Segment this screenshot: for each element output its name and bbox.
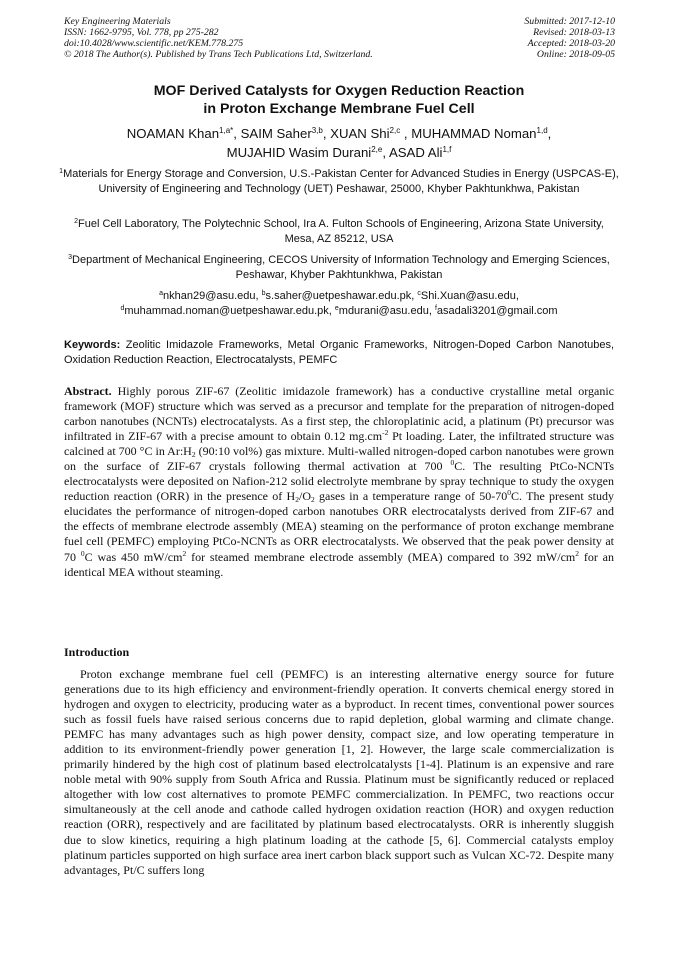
email-sup: b (261, 290, 266, 297)
author-separator: , (382, 145, 389, 160)
abstract-superscript: -2 (382, 428, 389, 438)
affiliation-text: Fuel Cell Laboratory, The Polytechnic School, Ira A. Fulton Schools of Engineering, Arizona State University, Mesa, AZ 85212, USA (78, 218, 604, 245)
email-link[interactable]: s.saher@uetpeshawar.edu.pk (265, 290, 412, 302)
journal-issn: ISSN: 1662-9795, Vol. 778, pp 275-282 (64, 27, 219, 38)
accepted-date: Accepted: 2018-03-20 (527, 38, 615, 49)
affiliation-number: 2 (74, 218, 79, 225)
journal-copyright: © 2018 The Author(s). Published by Trans Tech Publications Ltd, Switzerland. (64, 49, 373, 60)
email-sup: a (159, 290, 163, 297)
affiliation-text: Department of Mechanical Engineering, CECOS University of Information Technology and Emerging Sciences, Peshawar, Khyber Pakhtunkhwa, Pakistan (72, 254, 610, 281)
abstract-text: C was 450 mW/cm (84, 549, 183, 564)
abstract-section (64, 384, 614, 580)
author-separator: , (233, 126, 241, 141)
abstract-text: gases in a temperature range of 50-70 (314, 489, 508, 504)
title-line-2: in Proton Exchange Membrane Fuel Cell (203, 101, 475, 117)
affiliation-1 (58, 167, 620, 196)
author-line-2 (40, 143, 638, 162)
abstract-subscript: 2 (295, 495, 299, 505)
author-name: NOAMAN Khan (126, 126, 220, 141)
abstract-text: for steamed membrane electrode assembly (MEA) compared to 392 mW/cm (186, 549, 576, 564)
affiliation-2 (58, 217, 620, 246)
abstract-superscript: 0 (507, 488, 512, 498)
abstract-text: /O (298, 489, 311, 504)
title-line-1: MOF Derived Catalysts for Oxygen Reduction Reaction (153, 83, 525, 99)
journal-name: Key Engineering Materials (64, 16, 171, 27)
email-link[interactable]: mdurani@asu.edu (338, 304, 429, 317)
abstract-subscript: 2 (191, 450, 196, 460)
affiliation-text: Materials for Energy Storage and Conversion, U.S.-Pakistan Center for Advanced Studies in Energy (USPCAS-E), University of Engineering and Technology (UET) Peshawar, 25000, Khyber Pakhtunkhwa, Pakistan (63, 168, 619, 195)
abstract-superscript: 2 (182, 548, 187, 558)
author-emails (58, 289, 620, 318)
author-affil-sup: 1,a* (219, 126, 234, 135)
author-affil-sup: 1,f (442, 145, 452, 154)
abstract-text: Highly porous ZIF-67 (Zeolitic imidazole framework) has a conductive crystalline metal organic framework (MOF) structure which was served as a precursor and template for the preparation of nitrogen-doped carbon nanotubes (NCNTs) electrocatalysts. As a first step, the chloroplatinic acid, a platinum (Pt) precursor was infiltrated in ZIF-67 with a precise amount to obtain 0.12 mg.cm (64, 384, 615, 444)
abstract-subscript: 2 (310, 495, 315, 505)
email-link[interactable]: muhammad.noman@uetpeshawar.edu.pk (124, 304, 329, 317)
author-name: MUHAMMAD Noman (411, 126, 537, 141)
email-link[interactable]: nkhan29@asu.edu (162, 290, 256, 302)
author-affil-sup: 2,e (371, 145, 383, 154)
introduction-heading: Introduction (64, 645, 130, 659)
submitted-date: Submitted: 2017-12-10 (524, 16, 615, 27)
author-affil-sup: 2,c (389, 126, 401, 135)
abstract-superscript: 0 (80, 548, 85, 558)
keywords-text: Zeolitic Imidazole Frameworks, Metal Organic Frameworks, Nitrogen-Doped Carbon Nanotubes, Oxidation Reduction Reaction, Electrocatalysts, PEMFC (64, 339, 614, 366)
author-line-1 (40, 124, 638, 143)
abstract-superscript: 0 (450, 458, 455, 468)
introduction-paragraph: Proton exchange membrane fuel cell (PEMFC) is an interesting alternative energy source for future generations due to its high efficiency and environment-friendly operation. It converts chemical energy stored in hydrogen and oxygen to electricity, producing water as a byproduct. In recent times, conventional power sources such as fossil fuels have raised serious concerns due to rapid depletion, global warming and climate change. PEMFC has many advantages such as high power density, compact size, and low operating temperature in addition to its environment-friendly power generation [1, 2]. However, the large scale commercialization is primarily hindered by the high cost of platinum based electrolcatalysts [1-4]. Platinum is an expensive and rare noble metal with 90% supply from South Africa and Russia. Platinum must be significantly reduced or replaced altogether with low cost alternatives to promote PEMFC commercialization. In PEMFC, two reactions occur simultaneously at the cell anode and cathode called hydrogen oxidation reaction (HOR) and oxygen reduction reaction (ORR), respectively and are facilitated by platinum based electrocatalysts. ORR is inherently sluggish due to slow kinetics, requiring a high platinum loading at the cathode [5, 6]. Commercial catalysts employ platinum particles supported on high surface area inert carbon black support such as Vulcan XC-72. Despite many advantages, Pt/C suffers long (64, 667, 614, 877)
email-sup: f (434, 304, 437, 312)
email-sup: e (334, 304, 339, 312)
journal-header (64, 16, 373, 60)
email-link[interactable]: Shi.Xuan@asu.edu (420, 290, 516, 302)
online-date: Online: 2018-09-05 (536, 49, 615, 60)
journal-doi[interactable]: doi:10.4028/www.scientific.net/KEM.778.275 (64, 38, 244, 49)
author-name: XUAN Shi (330, 126, 390, 141)
paper-title (40, 82, 638, 118)
author-list (40, 124, 638, 162)
author-separator: , (322, 126, 331, 141)
author-name: ASAD Ali (388, 145, 443, 160)
author-name: MUJAHID Wasim Durani (226, 145, 372, 160)
affiliation-number: 1 (59, 168, 64, 175)
affiliation-number: 3 (68, 254, 73, 261)
submission-dates (524, 16, 615, 60)
author-separator: , (400, 126, 412, 141)
email-sup: c (417, 290, 421, 297)
author-separator: , (547, 126, 552, 141)
abstract-label: Abstract. (64, 384, 112, 398)
abstract-text: C. The resulting PtCo-NCNTs electrocatalysts were deposited on Nafion-212 solid electrolyte membrane by spray technique to study the oxygen reduction reaction (ORR) in the presence of H (64, 459, 614, 504)
affiliation-3 (58, 253, 620, 282)
revised-date: Revised: 2018-03-13 (533, 27, 615, 38)
author-affil-sup: 1,d (536, 126, 548, 135)
abstract-text: (90:10 vol%) gas mixture. Multi-walled nitrogen-doped carbon nanotubes were grown on the surface of ZIF-67 crystals following thermal activation at 700 (64, 444, 614, 474)
keywords-label: Keywords: (64, 339, 121, 351)
abstract-text: Pt loading. Later, the infiltrated structure was calcined at 700 °C in Ar:H (64, 429, 615, 459)
author-name: SAIM Saher (240, 126, 312, 141)
email-line-2: $^d$muhammad.noman@uetpeshawar.edu.pk, $^e$mdurani@asu.edu, $^f$asadali3201@gmail.com (120, 304, 558, 317)
abstract-superscript: 2 (575, 548, 579, 558)
email-line-1: $^a$nkhan29@asu.edu, $^b$s.saher@uetpeshawar.edu.pk, $^c$Shi.Xuan@asu.edu, (159, 290, 519, 302)
abstract-text: for an identical MEA without steaming. (64, 549, 615, 579)
keywords-section (64, 338, 614, 367)
email-link[interactable]: asadali3201@gmail.com (436, 304, 558, 317)
email-sup: d (120, 304, 125, 312)
author-affil-sup: 3,b (311, 126, 323, 135)
abstract-text: C. The present study elucidates the performance of nitrogen-doped carbon nanotubes ORR electrocatalysts derived from ZIF-67 and the effects of membrane electrode assembly (MEA) steaming on the performance of proton exchange membrane fuel cell (PEMFC) employing PtCo-NCNTs as ORR electrocatalysts. We observed that the peak power density at 70 (64, 489, 614, 564)
